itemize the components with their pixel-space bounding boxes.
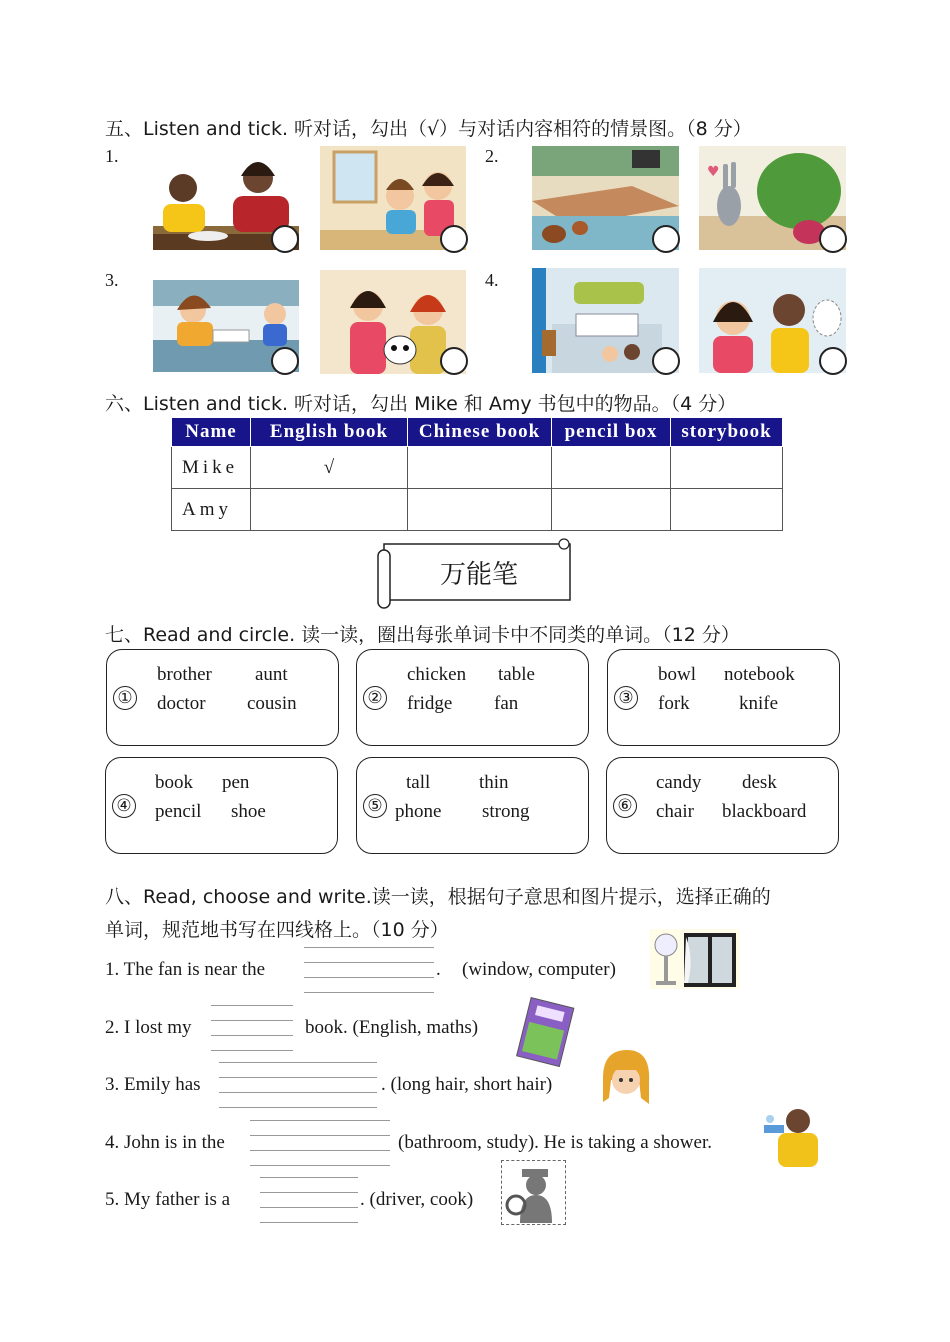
tick-cell[interactable] — [552, 489, 671, 531]
emily-image — [597, 1048, 652, 1106]
card-word[interactable]: fork — [658, 693, 690, 714]
question-number: 2. — [485, 146, 499, 166]
sentence-1-options: (window, computer) — [462, 959, 616, 980]
tick-circle[interactable] — [819, 225, 847, 253]
tick-circle[interactable] — [271, 347, 299, 375]
tick-cell[interactable] — [671, 447, 783, 489]
sentence-1-period: . — [436, 959, 441, 980]
card-word[interactable]: aunt — [255, 664, 288, 685]
tick-circle[interactable] — [652, 347, 680, 375]
four-line-grid[interactable] — [219, 1062, 377, 1108]
table-row — [172, 447, 783, 489]
sentence-2-start: 2. I lost my — [105, 1017, 192, 1038]
card-word[interactable]: chicken — [407, 664, 467, 685]
card-word[interactable]: pencil — [155, 801, 202, 822]
card-word[interactable]: fan — [494, 693, 519, 714]
card-word[interactable]: chair — [656, 801, 694, 822]
schoolbag-table — [171, 417, 783, 531]
row-name: Mike — [172, 447, 251, 489]
column-header: Name — [172, 418, 251, 447]
section8-heading-line1: 八、Read, choose and write.读一读，根据句子意思和图片提示，选择正确的 — [105, 886, 771, 908]
card-number: ④ — [112, 794, 136, 818]
driver-silhouette-image — [501, 1160, 566, 1225]
four-line-grid[interactable] — [304, 947, 434, 993]
tick-cell[interactable] — [251, 489, 408, 531]
word-card — [356, 757, 589, 854]
card-word[interactable]: blackboard — [722, 801, 807, 822]
column-header: Chinese book — [408, 418, 552, 447]
card-word[interactable]: book — [155, 772, 193, 793]
sentence-2-end: book. (English, maths) — [305, 1017, 479, 1038]
scroll-label: 万能笔 — [439, 560, 518, 590]
four-line-grid[interactable] — [211, 1005, 293, 1051]
section8-heading-line2: 单词，规范地书写在四线格上。（10 分） — [105, 919, 449, 941]
tick-cell[interactable]: √ — [251, 447, 408, 489]
tick-cell[interactable] — [671, 489, 783, 531]
maths-book-image — [511, 996, 579, 1070]
fan-window-image — [650, 929, 740, 989]
column-header: pencil box — [552, 418, 671, 447]
card-number: ③ — [614, 686, 638, 710]
card-word[interactable]: pen — [222, 772, 250, 793]
card-word[interactable]: brother — [157, 664, 212, 685]
table-row — [172, 489, 783, 531]
section5-heading: 五、Listen and tick. 听对话，勾出（√）与对话内容相符的情景图。（8 分） — [105, 118, 752, 140]
tick-circle[interactable] — [652, 225, 680, 253]
card-word[interactable]: bowl — [658, 664, 696, 685]
card-word[interactable]: desk — [742, 772, 777, 793]
scroll-banner — [374, 536, 574, 610]
svg-text:♥: ♥ — [707, 164, 720, 180]
card-word[interactable]: thin — [479, 772, 509, 793]
tick-circle[interactable] — [440, 347, 468, 375]
tick-circle[interactable] — [271, 225, 299, 253]
sentence-3-start: 3. Emily has — [105, 1074, 201, 1095]
tick-circle[interactable] — [819, 347, 847, 375]
card-number: ② — [363, 686, 387, 710]
tick-cell[interactable] — [408, 447, 552, 489]
word-card — [106, 649, 339, 746]
card-word[interactable]: phone — [395, 801, 442, 822]
card-word[interactable]: candy — [656, 772, 702, 793]
row-name: Amy — [172, 489, 251, 531]
word-card — [606, 757, 839, 854]
sentence-5-end: . (driver, cook) — [360, 1189, 474, 1210]
section6-heading: 六、Listen and tick. 听对话，勾出 Mike 和 Amy 书包中的物品。（4 分） — [105, 393, 737, 415]
card-number: ⑥ — [613, 794, 637, 818]
column-header: storybook — [671, 418, 783, 447]
tick-circle[interactable] — [440, 225, 468, 253]
four-line-grid[interactable] — [250, 1120, 390, 1166]
word-card — [356, 649, 589, 746]
card-word[interactable]: fridge — [407, 693, 453, 714]
card-word[interactable]: strong — [482, 801, 530, 822]
tick-cell[interactable] — [408, 489, 552, 531]
card-word[interactable]: tall — [406, 772, 431, 793]
sentence-4-end: (bathroom, study). He is taking a shower. — [398, 1132, 712, 1153]
card-word[interactable]: cousin — [247, 693, 297, 714]
table-header-row — [172, 418, 783, 447]
card-word[interactable]: doctor — [157, 693, 206, 714]
four-line-grid[interactable] — [260, 1177, 358, 1223]
card-word[interactable]: shoe — [231, 801, 266, 822]
question-number: 3. — [105, 270, 119, 290]
john-shower-image — [764, 1105, 828, 1169]
word-card — [105, 757, 338, 854]
section7-heading: 七、Read and circle. 读一读，圈出每张单词卡中不同类的单词。（12 分） — [105, 624, 740, 646]
card-number: ⑤ — [363, 794, 387, 818]
word-card — [607, 649, 840, 746]
question-number: 4. — [485, 270, 499, 290]
card-word[interactable]: notebook — [724, 664, 795, 685]
question-number: 1. — [105, 146, 119, 166]
tick-cell[interactable] — [552, 447, 671, 489]
sentence-4-start: 4. John is in the — [105, 1132, 225, 1153]
card-word[interactable]: table — [498, 664, 535, 685]
column-header: English book — [251, 418, 408, 447]
sentence-3-end: . (long hair, short hair) — [381, 1074, 553, 1095]
sentence-1-start: 1. The fan is near the — [105, 959, 266, 980]
sentence-5-start: 5. My father is a — [105, 1189, 231, 1210]
card-word[interactable]: knife — [739, 693, 779, 714]
card-number: ① — [113, 686, 137, 710]
